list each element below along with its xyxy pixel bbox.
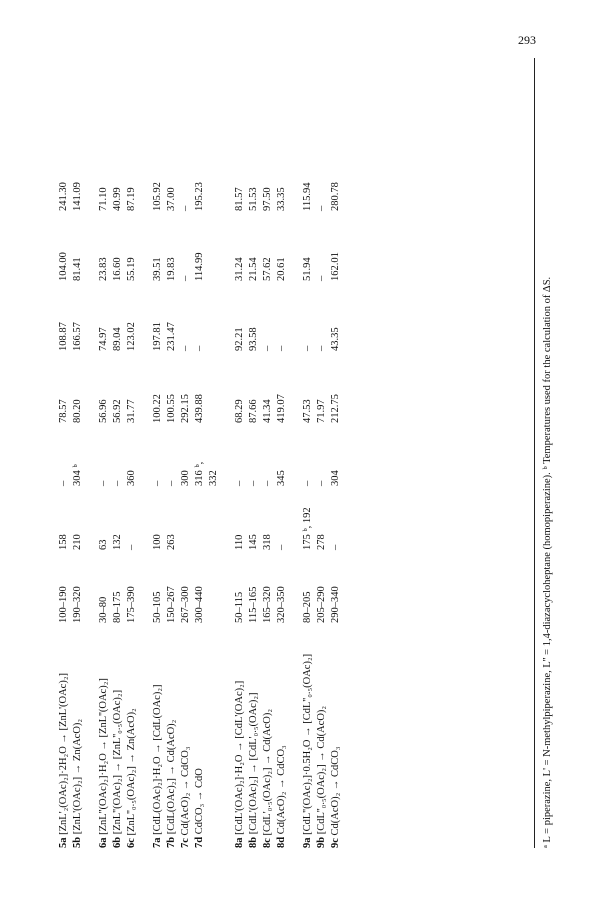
reaction-text: [ZnL'(OAc)₂] → Zn(AcO)₂ [72, 718, 83, 835]
cell-v3: – [180, 275, 191, 281]
rotated-table [58, 48, 588, 848]
cell-t2: 360 [126, 470, 137, 486]
cell-v2: 197.81 [152, 322, 163, 351]
reaction-text: [CdL'(OAc)₂] → [CdL'₀.₅(OAc)₂] [248, 692, 259, 835]
cell-reaction [234, 681, 246, 848]
cell-reaction [262, 709, 274, 848]
table-row [194, 48, 206, 848]
cell-v1: 80.20 [72, 399, 83, 423]
row-id: 6c [126, 838, 137, 848]
cell-reaction [126, 708, 138, 848]
cell-v4: 195.23 [194, 182, 205, 211]
cell-v1: 100.22 [152, 394, 163, 423]
cell-v3: 19.83 [166, 257, 177, 281]
cell-v1: 56.92 [112, 399, 123, 423]
row-id: 6a [98, 837, 109, 848]
table-footnote: ᵃ L = piperazine, L' = N-methylpiperazine, L'' = 1,4-diazacycloheptane (homopiperazine). ᵇ Temperatures used for the calculation of ΔS. [542, 276, 553, 848]
cell-t2: – [98, 480, 109, 486]
cell-v2: 74.97 [98, 327, 109, 351]
cell-reaction [58, 673, 70, 848]
cell-v1: 41.34 [262, 399, 273, 423]
cell-v4: 33.35 [276, 187, 287, 211]
cell-v4: 241.30 [58, 182, 69, 211]
cell-t2: 345 [276, 470, 287, 486]
cell-v2: 43.35 [330, 327, 341, 351]
reaction-text: [ZnL''₀.₅(OAc)₂] → Zn(AcO)₂ [126, 708, 137, 836]
cell-v1: 87.66 [248, 399, 259, 423]
cell-t1: 278 [316, 534, 327, 550]
cell-v3: 20.61 [276, 257, 287, 281]
cell-t1: 110 [234, 534, 245, 550]
cell-reaction [72, 719, 84, 848]
cell-v2: 92.21 [234, 327, 245, 351]
reaction-text: [CdL'₀.₅(OAc)₂] → Cd(AcO)₂ [262, 708, 273, 836]
cell-temp-range: 100–190 [58, 586, 69, 623]
reaction-text: [ZnL''(OAc)₂]·H₂O → [ZnL''(OAc)₂] [98, 678, 109, 835]
row-id: 8b [248, 836, 259, 848]
row-id: 5a [58, 837, 69, 848]
cell-v2: 93.58 [248, 327, 259, 351]
row-id: 8c [262, 838, 273, 848]
cell-v2: – [276, 345, 287, 351]
cell-t2: – [152, 480, 163, 486]
cell-temp-range: 30–80 [98, 596, 109, 623]
cell-v1: 212.75 [330, 394, 341, 423]
cell-v4: 141.09 [72, 182, 83, 211]
cell-t1: – [276, 544, 287, 550]
table-row [72, 48, 84, 848]
cell-t1: – [330, 544, 341, 550]
cell-v4: 37.00 [166, 187, 177, 211]
cell-temp-range: 80–205 [302, 591, 313, 623]
cell-temp-range: 290–340 [330, 586, 341, 623]
cell-t1: 318 [262, 534, 273, 550]
cell-v2: 89.04 [112, 327, 123, 351]
cell-v2: – [302, 345, 313, 351]
row-id: 9b [316, 836, 327, 848]
cell-t2: 316 ᵇ, [194, 461, 205, 486]
table-row [58, 48, 70, 848]
cell-t2: – [234, 480, 245, 486]
reaction-text: [CdL''(OAc)₂]·0.5H₂O → [CdL''₀.₅(OAc)₂] [302, 653, 313, 835]
table-row [330, 48, 342, 848]
table-row [166, 48, 178, 848]
cell-v3: – [316, 275, 327, 281]
cell-t2: – [302, 480, 313, 486]
cell-temp-range: 267–300 [180, 586, 191, 623]
cell-v4: 115.94 [302, 182, 313, 211]
cell-v4: 71.10 [98, 187, 109, 211]
cell-reaction [166, 720, 178, 848]
cell-v2: 123.02 [126, 322, 137, 351]
cell-reaction [194, 768, 206, 848]
cell-temp-range: 80–175 [112, 591, 123, 623]
reaction-text: [CdL''₀.₅(OAc)₂] → Cd(AcO)₂ [316, 705, 327, 835]
reaction-text: Cd(AcO)₂ → CdCO₃ [276, 745, 287, 835]
cell-temp-range: 150–267 [166, 586, 177, 623]
row-id: 7d [194, 836, 205, 848]
cell-v4: 280.78 [330, 182, 341, 211]
cell-t1: 100 [152, 534, 163, 550]
cell-reaction [180, 746, 192, 848]
cell-temp-range: 50–115 [234, 591, 245, 623]
table-row [316, 48, 328, 848]
cell-t1: 145 [248, 534, 259, 550]
row-id: 9c [330, 838, 341, 848]
row-id: 7a [152, 837, 163, 848]
table-row [98, 48, 110, 848]
cell-v1: 71.97 [316, 399, 327, 423]
cell-v1: 100.55 [166, 394, 177, 423]
table-row [152, 48, 164, 848]
cell-reaction [276, 745, 288, 848]
cell-v4: – [180, 205, 191, 211]
cell-t2: 332 [208, 470, 219, 486]
reaction-text: [ZnL'₂(OAc)₂]·2H₂O → [ZnL'(OAc)₂] [58, 673, 69, 835]
cell-v3: 114.99 [194, 252, 205, 281]
reaction-text: CdCO₃ → CdO [194, 768, 205, 835]
cell-v4: 87.19 [126, 187, 137, 211]
cell-v1: 47.53 [302, 399, 313, 423]
cell-v2: – [194, 345, 205, 351]
table-row [262, 48, 274, 848]
table-row [126, 48, 138, 848]
cell-temp-range: 50–105 [152, 591, 163, 623]
cell-v1: 56.96 [98, 399, 109, 423]
cell-v2: 166.57 [72, 322, 83, 351]
cell-temp-range: 300–440 [194, 586, 205, 623]
cell-v2: 231.47 [166, 322, 177, 351]
cell-t2: – [248, 480, 259, 486]
cell-reaction [248, 693, 260, 848]
cell-t1: 63 [98, 539, 109, 550]
cell-temp-range: 320–350 [276, 586, 287, 623]
cell-t2: 304 ᵇ [72, 464, 83, 486]
cell-v3: 81.41 [72, 257, 83, 281]
cell-v3: 162.01 [330, 252, 341, 281]
cell-v1: 78.57 [58, 399, 69, 423]
cell-t1: 210 [72, 534, 83, 550]
footnote-rule [534, 58, 535, 848]
cell-v3: 39.51 [152, 257, 163, 281]
row-id: 8d [276, 836, 287, 848]
table-row [276, 48, 288, 848]
cell-v1: 68.29 [234, 399, 245, 423]
table-row [112, 48, 124, 848]
cell-v4: 51.53 [248, 187, 259, 211]
cell-t1: 158 [58, 534, 69, 550]
page-number: 293 [518, 33, 536, 47]
cell-t2: – [166, 480, 177, 486]
cell-v3: 104.00 [58, 252, 69, 281]
table-row [302, 48, 314, 848]
table-row [180, 48, 192, 848]
cell-temp-range: 190–320 [72, 586, 83, 623]
reaction-text: [ZnL''(OAc)₂] → [ZnL''₀.₅(OAc)₂] [112, 689, 123, 835]
cell-reaction [302, 654, 314, 848]
cell-t1: 175 ᵇ, 192 [302, 507, 313, 550]
cell-t2: – [58, 480, 69, 486]
row-id: 7c [180, 838, 191, 848]
cell-v3: 55.19 [126, 257, 137, 281]
reaction-text: Cd(AcO)₂ → CdCO₃ [180, 746, 191, 836]
cell-v2: – [180, 345, 191, 351]
cell-v4: 81.57 [234, 187, 245, 211]
cell-t2: – [112, 480, 123, 486]
cell-v4: 97.50 [262, 187, 273, 211]
cell-v2: 108.87 [58, 322, 69, 351]
row-id: 8a [234, 837, 245, 848]
cell-t2: 300 [180, 470, 191, 486]
cell-v4: 40.99 [112, 187, 123, 211]
cell-v2: – [262, 345, 273, 351]
cell-reaction [98, 678, 110, 848]
cell-v3: 23.83 [98, 257, 109, 281]
table-row [248, 48, 260, 848]
cell-t2: – [262, 480, 273, 486]
reaction-text: Cd(AcO)₂ → CdCO₃ [330, 746, 341, 836]
cell-temp-range: 165–320 [262, 586, 273, 623]
cell-v1: 419.07 [276, 394, 287, 423]
cell-t1: – [126, 544, 137, 550]
cell-t2: – [316, 480, 327, 486]
cell-temp-range: 115–165 [248, 586, 259, 623]
reaction-text: [CdL(OAc)₂] → Cd(AcO)₂ [166, 719, 177, 835]
cell-reaction [112, 690, 124, 848]
row-id: 6b [112, 836, 123, 848]
cell-reaction [330, 746, 342, 848]
cell-t1: 132 [112, 534, 123, 550]
cell-v3: 16.60 [112, 257, 123, 281]
cell-v3: 57.62 [262, 257, 273, 281]
cell-t1: 263 [166, 534, 177, 550]
cell-v3: 31.24 [234, 257, 245, 281]
table-row [234, 48, 246, 848]
row-id: 5b [72, 836, 83, 848]
row-id: 9a [302, 837, 313, 848]
cell-t2: 304 [330, 470, 341, 486]
reaction-text: [CdL'(OAc)₂]·H₂O → [CdL'(OAc)₂] [234, 680, 245, 835]
cell-reaction [152, 685, 164, 848]
cell-v1: 439.88 [194, 394, 205, 423]
cell-v4: – [316, 205, 327, 211]
cell-v1: 292.15 [180, 394, 191, 423]
cell-v4: 105.92 [152, 182, 163, 211]
table-row [208, 48, 220, 848]
cell-temp-range: 175–390 [126, 586, 137, 623]
cell-v3: 21.54 [248, 257, 259, 281]
cell-temp-range: 205–290 [316, 586, 327, 623]
cell-v2: – [316, 345, 327, 351]
cell-reaction [316, 706, 328, 848]
cell-v1: 31.77 [126, 399, 137, 423]
row-id: 7b [166, 836, 177, 848]
reaction-text: [CdL(OAc)₂]·H₂O → [CdL(OAc)₂] [152, 684, 163, 835]
cell-v3: 51.94 [302, 257, 313, 281]
